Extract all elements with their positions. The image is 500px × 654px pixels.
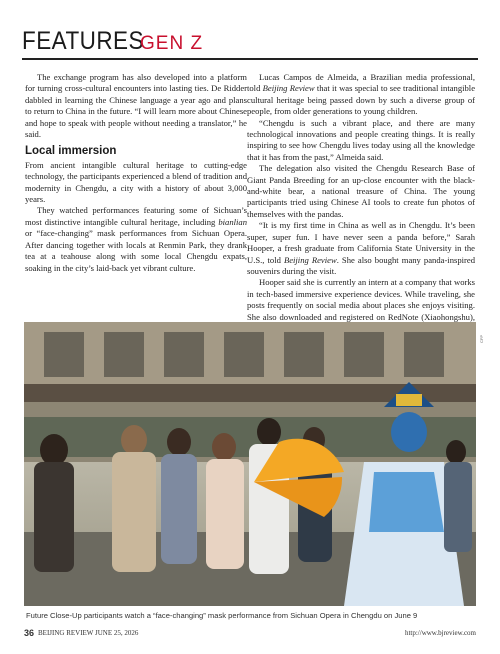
page-header: [22, 26, 478, 60]
performance-photo: [24, 322, 476, 606]
photo-caption: Future Close-Up participants watch a “face-changing” mask performance from Sichuan Opera in Chengdu on June 9: [26, 611, 418, 620]
paragraph: Lucas Campos de Almeida, a Brazilian media professional, told Beijing Review that it was special to see traditional intangible cultural heritage being passed down by such a diverse group of people, from older generations to young children.: [247, 72, 476, 117]
photo-credit: CFP: [479, 335, 484, 343]
paragraph: The exchange program has also developed into a platform for turning cross-cultural encounters into lasting ties. De Ridder dabbled in learning the Chinese language a year ago and plans to return to China in the future. “I will learn more about Chinese and hope to speak with people without needing a translator,” he said.: [25, 72, 247, 140]
paragraph: The delegation also visited the Chengdu Research Base of Giant Panda Breeding for an up-close encounter with the black-and-white bear, a national treasure of China. The young participants tried using Chinese AI tools to create fun photos of themselves with the pandas.: [247, 163, 475, 219]
paragraph: “It is my first time in China as well as in Chengdu. It’s been super, super fun. I have never seen a panda before,” Sarah Hooper, a fresh graduate from California State University in the U.S., told Beijing Review. She also bought many panda-inspired souvenirs during the visit.: [247, 220, 475, 276]
subheading: Local immersion: [25, 145, 117, 158]
paragraph: Hooper said she is currently an intern at a company that works in tech-based immersive experience devices. While traveling, she posts frequently on social media about places she enjoys visiting. She also downloaded and registered on RedNote (Xiaohongshu),: [247, 277, 475, 322]
website-url: http://www.bjreview.com: [404, 629, 476, 637]
paragraph: From ancient intangible cultural heritage to cutting-edge technology, the participants experienced a blend of tradition and modernity in Chengdu, a city with a history of about 3,000 years.: [25, 159, 247, 205]
header-rule: [22, 58, 478, 60]
left-column: [25, 72, 247, 274]
paragraph: “Chengdu is such a vibrant place, and there are many technological innovations and people creating things. It is really inspiring to see how Chengdu lives today using all the knowledge that it has from the past,” Almeida said.: [247, 117, 475, 162]
magazine-issue: BEIJING REVIEW JUNE 25, 2026: [38, 629, 139, 637]
page-number: 36: [24, 628, 35, 638]
paragraph: They watched performances featuring some of Sichuan’s most distinctive intangible cultural heritage, including bianlian or “face-changing” mask performances from Sichuan Opera. After dancing together with locals at Renmin Park, they drank tea at a teahouse along with some local Chengdu expats, soaking in the city’s laid-back yet vibrant culture.: [25, 205, 247, 273]
page-footer: [24, 628, 476, 640]
subsection-title: GEN Z: [140, 33, 204, 54]
section-title: FEATURES: [22, 27, 144, 55]
